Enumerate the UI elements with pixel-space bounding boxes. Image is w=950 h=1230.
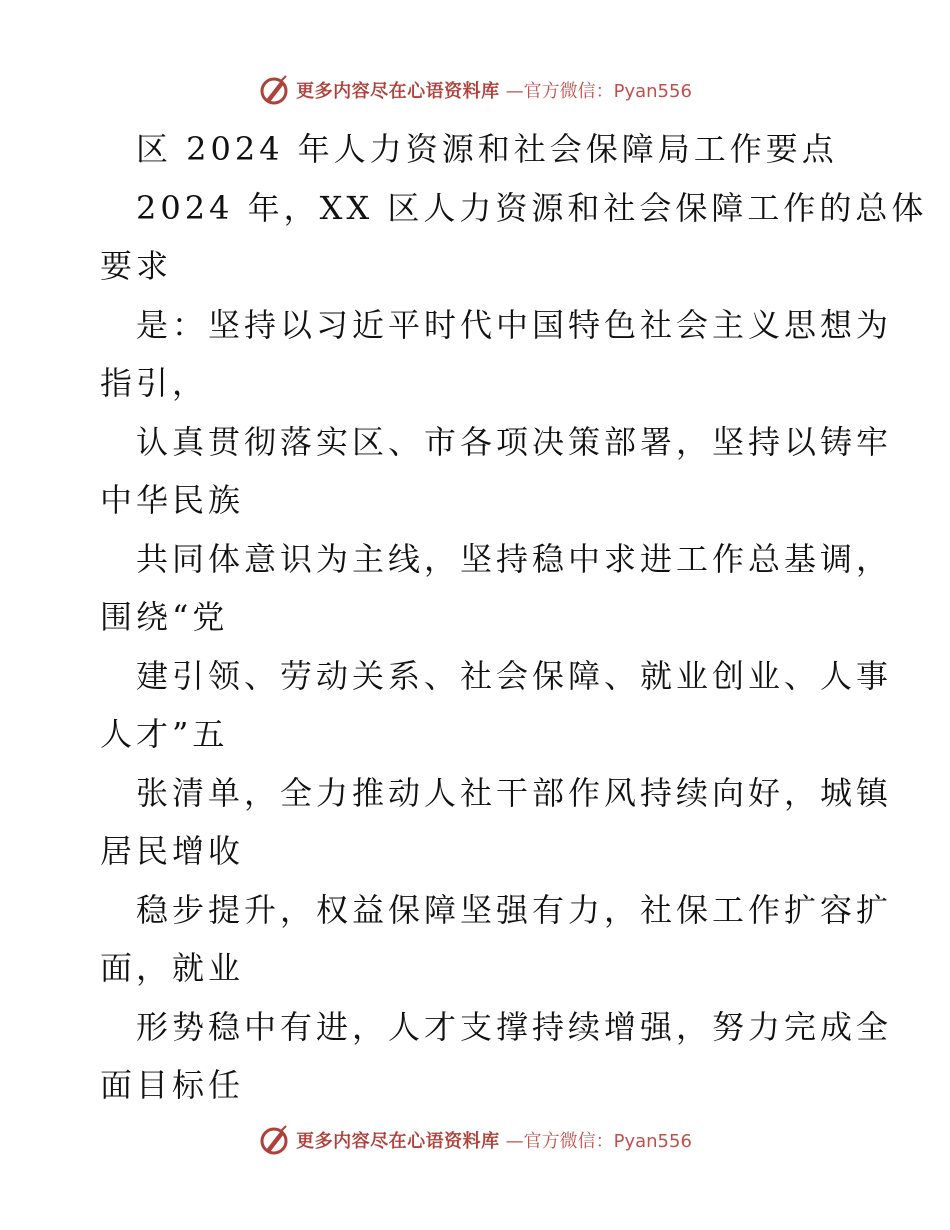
banner-main-text: 更多内容尽在心语资料库 [296, 81, 500, 102]
text-line: 2024 年，XX 区人力资源和社会保障工作的总体 [136, 188, 928, 227]
text-line: 建引领、劳动关系、社会保障、就业创业、人事 [136, 656, 893, 695]
banner-sub-text: —官方微信：Pyan556 [505, 81, 692, 102]
footer-watermark-banner [0, 1120, 950, 1160]
banner-sub-text: —官方微信：Pyan556 [505, 1131, 692, 1152]
text-line: 认真贯彻落实区、市各项决策部署，坚持以铸牢 [136, 422, 893, 461]
text-line: 是：坚持以习近平时代中国特色社会主义思想为 [136, 305, 893, 344]
banner-main-text: 更多内容尽在心语资料库 [296, 1131, 500, 1152]
text-line: 共同体意识为主线，坚持稳中求进工作总基调， [136, 539, 893, 578]
text-line: 中华民族 [100, 481, 245, 519]
text-line: 指引， [100, 364, 209, 402]
quill-logo-icon [258, 1124, 290, 1156]
text-line: 居民增收 [100, 832, 245, 870]
text-line: 面目标任 [100, 1066, 245, 1104]
text-line: 张清单，全力推动人社干部作风持续向好，城镇 [136, 773, 893, 812]
document-title: 区 2024 年人力资源和社会保障局工作要点 [136, 130, 838, 168]
text-line: 形势稳中有进，人才支撑持续增强，努力完成全 [136, 1007, 893, 1046]
header-watermark-banner [0, 70, 950, 110]
text-line: 面，就业 [100, 949, 245, 987]
text-line: 围绕“党 [100, 598, 229, 636]
text-line: 人才”五 [100, 715, 229, 753]
text-line: 要求 [100, 247, 173, 285]
quill-logo-icon [258, 74, 290, 106]
text-line: 稳步提升，权益保障坚强有力，社保工作扩容扩 [136, 890, 893, 929]
document-body [100, 120, 928, 1115]
